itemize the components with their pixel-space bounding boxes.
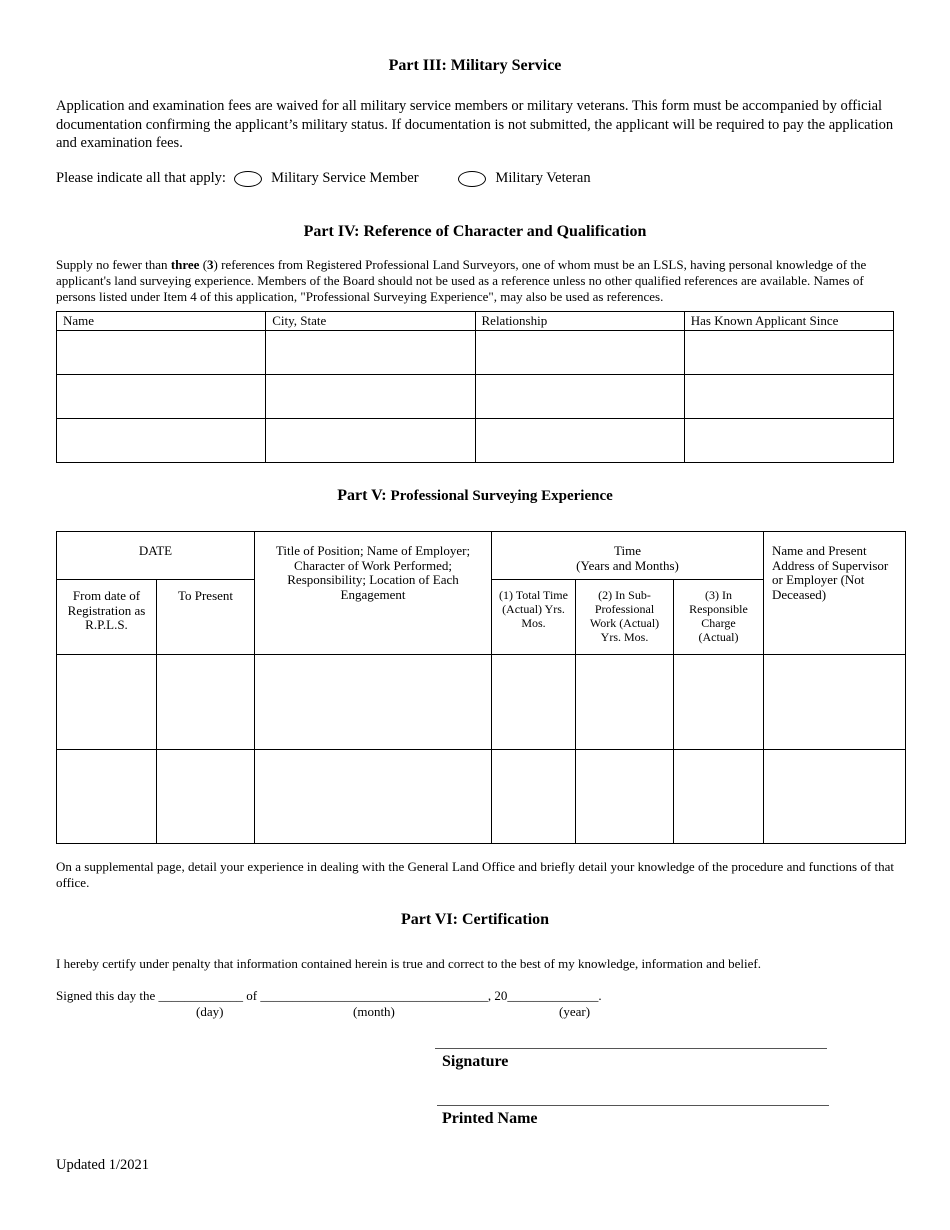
updated-footer: Updated 1/2021: [56, 1157, 150, 1173]
military-member-radio[interactable]: [234, 171, 262, 187]
time1-header: (1) Total Time (Actual) Yrs. Mos.: [492, 580, 576, 655]
from-date-header: From date of Registration as R.P.L.S.: [57, 580, 157, 655]
ref-cell[interactable]: [266, 375, 475, 419]
supplemental-note: On a supplemental page, detail your experience in dealing with the General Land Office and briefly detail your knowledge of the procedure and functions of that office.: [56, 859, 894, 890]
ref-text-open: (: [202, 257, 208, 272]
certify-text: I hereby certify under penalty that information contained herein is true and correct to the best of my knowledge, information and belief.: [56, 956, 762, 971]
col-relationship: Relationship: [475, 312, 684, 331]
table-row: [57, 375, 894, 419]
exp-cell[interactable]: [57, 750, 157, 844]
exp-cell[interactable]: [576, 750, 674, 844]
ref-cell[interactable]: [57, 331, 266, 375]
time-header: [492, 532, 764, 580]
day-label: (day): [196, 1004, 224, 1019]
military-paragraph: Application and examination fees are waived for all military service members or military veterans. This form must be accompanied by official documentation confirming the applicant’s military status. If documentation is not submitted, the applicant will be required to pay the application and examination fees.: [56, 98, 894, 151]
ref-text-start: Supply no fewer than: [56, 257, 168, 272]
ref-cell[interactable]: [475, 419, 684, 463]
signed-date-line[interactable]: Signed this day the _____________ of ___________________________________, 20______________.: [56, 988, 602, 1003]
indicate-label: Please indicate all that apply:: [56, 170, 226, 186]
part6-heading: Part VI: Certification: [400, 911, 550, 928]
time-header-line1: Time: [614, 543, 641, 558]
ref-text-three: three: [170, 257, 200, 272]
military-veteran-radio[interactable]: [458, 171, 486, 187]
ref-cell[interactable]: [475, 375, 684, 419]
to-present-header: To Present: [157, 580, 255, 655]
table-row: [57, 419, 894, 463]
exp-cell[interactable]: [576, 655, 674, 750]
table-row: [57, 331, 894, 375]
exp-cell[interactable]: [764, 655, 906, 750]
signature-label: Signature: [442, 1053, 509, 1070]
military-options-row: [56, 169, 756, 188]
ref-text-num: 3: [207, 257, 214, 272]
ref-cell[interactable]: [684, 331, 893, 375]
part3-heading: Part III: Military Service: [388, 57, 562, 74]
ref-cell[interactable]: [57, 419, 266, 463]
ref-cell[interactable]: [684, 375, 893, 419]
time3-header: (3) In Responsible Charge (Actual): [674, 580, 764, 655]
title-col-header: Title of Position; Name of Employer; Character of Work Performed; Responsibility; Location of Each Engagement: [255, 532, 492, 655]
references-table: [56, 311, 894, 463]
time2-header: (2) In Sub-Professional Work (Actual) Yrs. Mos.: [576, 580, 674, 655]
exp-cell[interactable]: [255, 655, 492, 750]
exp-cell[interactable]: [674, 750, 764, 844]
military-veteran-label: Military Veteran: [495, 170, 591, 186]
col-name: Name: [57, 312, 266, 331]
date-header: DATE: [57, 532, 255, 580]
part4-heading: Part IV: Reference of Character and Qualification: [303, 223, 647, 240]
exp-cell[interactable]: [492, 655, 576, 750]
ref-cell[interactable]: [266, 419, 475, 463]
ref-cell[interactable]: [266, 331, 475, 375]
printed-name-line[interactable]: [437, 1105, 829, 1106]
ref-cell[interactable]: [475, 331, 684, 375]
reference-instructions: [56, 257, 896, 305]
ref-cell[interactable]: [57, 375, 266, 419]
year-label: (year): [559, 1004, 591, 1019]
exp-cell[interactable]: [492, 750, 576, 844]
part5-heading-rest: Professional Surveying Experience: [390, 488, 613, 504]
time-header-line2: (Years and Months): [576, 557, 679, 573]
table-row: [57, 655, 906, 750]
printed-name-label: Printed Name: [442, 1110, 538, 1127]
exp-cell[interactable]: [157, 655, 255, 750]
ref-cell[interactable]: [684, 419, 893, 463]
experience-table: [56, 531, 906, 844]
col-city-state: City, State: [266, 312, 475, 331]
military-member-label: Military Service Member: [271, 170, 419, 186]
supervisor-header: Name and Present Address of Supervisor or Employer (Not Deceased): [764, 532, 906, 655]
exp-cell[interactable]: [255, 750, 492, 844]
exp-cell[interactable]: [764, 750, 906, 844]
part5-heading-prefix: Part V:: [337, 487, 387, 504]
exp-cell[interactable]: [57, 655, 157, 750]
table-row: [57, 750, 906, 844]
month-label: (month): [353, 1004, 395, 1019]
exp-cell[interactable]: [674, 655, 764, 750]
col-known-since: Has Known Applicant Since: [684, 312, 893, 331]
ref-text-rest: ) references from Registered Professional Land Surveyors, one of whom must be an LSLS, having personal knowledge of the applicant's land surveying experience. Members of the Board should not be used as a reference unless no other qualified references are available. Names of persons listed under Item 4 of this application, "Professional Surveying Experience", may also be used as references.: [56, 257, 867, 304]
exp-cell[interactable]: [157, 750, 255, 844]
part5-heading: [0, 487, 950, 505]
signature-line[interactable]: [435, 1048, 827, 1049]
